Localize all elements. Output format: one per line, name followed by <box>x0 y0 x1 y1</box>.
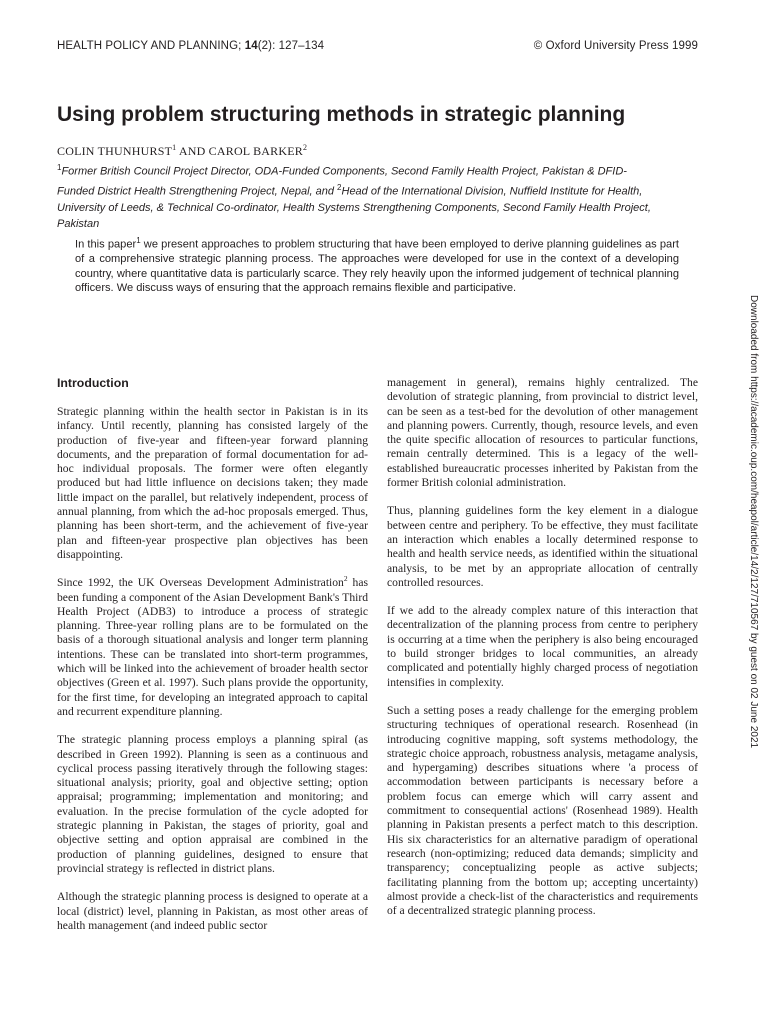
section-heading: Introduction <box>57 376 129 390</box>
paragraph-text: has been funding a component of the Asian Development Bank's Third Health Project (ADB3) to introduce a process of strategic planning. Three-year rolling plans are to be formulated on the basis of a thorough situational analysis and longer term planning intentions. These can be translated into short-term programmes, which will be linked into the achievement of broader health sector objectives (Green et al. 1997). Such plans provide the opportunity, for the first time, for developing an integrated approach to capital and recurrent expenditure planning. <box>57 576 368 718</box>
running-header-publisher: © Oxford University Press 1999 <box>533 40 698 52</box>
body-column-left <box>57 376 368 947</box>
paragraph: The strategic planning process employs a planning spiral (as described in Green 1992). Planning is seen as a continuous and cyclical process passing iteratively through the following stages: situational analysis; priority, goal and objective setting; option appraisal; programming; implementation and monitoring; and evaluation. In the precise formulation of the cycle adopted for strategic planning in Pakistan, the stages of priority, goal and objective setting and option appraisal are combined in the production of planning guidelines, designed to ensure that provincial strategy is reflected in district plans. <box>57 733 368 875</box>
paragraph-text: Since 1992, the UK Overseas Development Administration <box>57 576 344 590</box>
paragraph: Strategic planning within the health sector in Pakistan is in its infancy. Until recently, planning has consisted largely of the production of five-year and fifteen-year forward planning documents, and the preparation of formal documentation for ad-hoc individual proposals. The former were often elegantly produced but had little influence on decisions taken; they made little impact on the parallel, but relatively independent, process of annual planning, from which the ad-hoc proposals emerged. Thus, planning has been short-term, and the achievement of five-year plan and fifteen-year prospective plan objectives has been disappointing. <box>57 405 368 561</box>
paragraph: Thus, planning guidelines form the key element in a dialogue between centre and periphery. To be effective, they must facilitate an interaction which enables a locally determined response to health and health service needs, as identified within the situational analysis, to be met by an appropriate allocation of centrally controlled resources. <box>387 504 698 589</box>
paragraph: Such a setting poses a ready challenge for the emerging problem structuring techniques of operational research. Rosenhead (in introducing cognitive mapping, soft systems methodology, the strategic choice approach, robustness analysis, metagame analysis, and hypergaming) describes situations where 'a process of accommodation between participants is necessary before a problem focus can emerge which will carry assent and commitment to consequential actions' (Rosenhead 1989). Health planning in Pakistan presents a perfect match to this description. His six characteristics for an alternative paradigm of operational research (non-optimizing; reduced data demands; simplicity and transparency; conceptualizing people as active subjects; facilitating planning from the bottom up; accepting uncertainty) almost provide a check-list of the characteristics and requirements of a decentralized strategic planning process. <box>387 703 698 918</box>
author-list <box>57 143 307 159</box>
paragraph: management in general), remains highly centralized. The devolution of strategic planning, from provincial to district level, can be seen as a test-bed for the devolution of other management and planning powers. Currently, though, resource levels, and even the quite specific allocation of resources to particular functions, remain centrally determined. This is a legacy of the well-established bureaucratic processes inherited by Pakistan from the former British colonial administration. <box>387 376 698 490</box>
download-watermark <box>745 295 765 975</box>
affil-text: Former British Council Project Director, ODA-Funded Components, Second Family Health Project, Pakistan & DFID-Funded District Health Strengthening Project, Nepal, and <box>57 165 627 198</box>
paragraph <box>57 576 368 719</box>
author-name: COLIN THUNHURST <box>57 144 173 158</box>
abstract-text: we present approaches to problem structuring that have been employed to derive planning guidelines as part of a comprehensive strategic planning process. The approaches were developed for use in the context of a developing country, where quantitative data is particularly scarce. They rely heavily upon the informed judgement of technical planning officers. We discuss ways of ensuring that the approach remains flexible and participative. <box>75 238 679 294</box>
paragraph: If we add to the already complex nature of this interaction that decentralization of the planning process from centre to periphery is occurring at a time when the periphery is also being encouraged to build stronger bridges to local communities, an already complicated and potentially highly charged process of negotiation intensifies in complexity. <box>387 604 698 689</box>
download-note[interactable]: Downloaded from https://academic.oup.com/heapol/article/14/2/127/710567 by guest on 02 June 2021 <box>748 295 759 749</box>
affil-mark: 2 <box>337 182 342 192</box>
author-affil-mark: 1 <box>172 143 177 152</box>
affil-text: Head of the International Division, Nuffield Institute for Health, University of Leeds, & Technical Co-ordinator, Health Systems Strengthening Components, Second Family Health Project, Pakistan <box>57 185 651 231</box>
article-title: Using problem structuring methods in strategic planning <box>57 103 626 126</box>
abstract-text: In this paper <box>75 238 137 251</box>
running-header-journal <box>57 40 324 52</box>
affil-mark: 1 <box>57 163 62 172</box>
footnote-mark: 2 <box>343 574 348 584</box>
footnote-mark: 1 <box>136 236 141 245</box>
author-name: CAROL BARKER <box>208 144 303 158</box>
author-affil-mark: 2 <box>302 143 308 152</box>
abstract <box>75 234 679 295</box>
journal-volume: 14 <box>244 40 258 52</box>
journal-name: HEALTH POLICY AND PLANNING; <box>57 40 242 52</box>
paragraph: Although the strategic planning process is designed to operate at a local (district) level, planning in Pakistan, as most other areas of health management (and indeed public sector <box>57 890 368 932</box>
affiliations <box>57 160 662 233</box>
author-conjunction: AND <box>176 144 209 158</box>
body-column-right <box>387 376 698 932</box>
journal-issue-pages: (2): 127–134 <box>257 40 325 52</box>
